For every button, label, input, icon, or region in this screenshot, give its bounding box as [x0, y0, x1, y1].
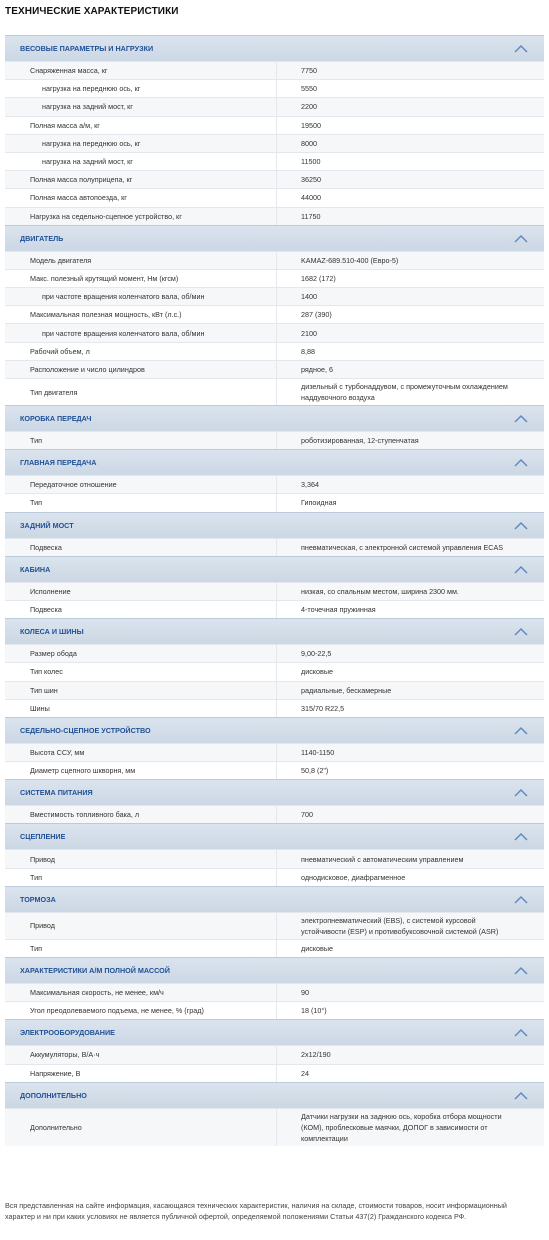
spec-label: нагрузка на переднюю ось, кг	[42, 84, 141, 94]
section-header[interactable]	[5, 1082, 544, 1108]
spec-value: радиальные, бескамерные	[276, 682, 544, 699]
spec-label: Размер обода	[30, 649, 77, 659]
spec-row	[5, 582, 544, 600]
chevron-up-icon[interactable]	[514, 966, 528, 975]
section-header[interactable]	[5, 886, 544, 912]
spec-label: Полная масса полуприцепа, кг	[30, 175, 133, 185]
spec-label: нагрузка на переднюю ось, кг	[42, 138, 141, 148]
section-title: СЦЕПЛЕНИЕ	[20, 832, 66, 842]
chevron-up-icon[interactable]	[514, 726, 528, 735]
spec-row	[5, 493, 544, 511]
spec-row	[5, 761, 544, 779]
spec-value: 18 (10°)	[276, 1002, 544, 1019]
page-title: ТЕХНИЧЕСКИЕ ХАРАКТЕРИСТИКИ	[5, 6, 179, 17]
spec-row	[5, 475, 544, 493]
chevron-up-icon[interactable]	[514, 1091, 528, 1100]
spec-row	[5, 912, 544, 939]
spec-value: 2100	[276, 324, 544, 341]
spec-label: нагрузка на задний мост, кг	[42, 102, 133, 112]
spec-row	[5, 743, 544, 761]
spec-row	[5, 170, 544, 188]
spec-row	[5, 360, 544, 378]
spec-label: при частоте вращения коленчатого вала, об/мин	[42, 292, 205, 302]
spec-label: Модель двигателя	[30, 255, 92, 265]
spec-label: Угол преодолеваемого подъема, не менее, % (град)	[30, 1006, 204, 1016]
spec-row	[5, 152, 544, 170]
spec-row	[5, 939, 544, 957]
spec-value: 2х12/190	[276, 1046, 544, 1063]
spec-value: электропневматический (EBS), с системой курсовой устойчивости (ESP) и противобуксовочной системой (ASR)	[276, 913, 544, 939]
spec-row	[5, 116, 544, 134]
spec-row	[5, 983, 544, 1001]
section-title: КАБИНА	[20, 564, 51, 574]
spec-label: Тип колес	[30, 667, 63, 677]
spec-value: 24	[276, 1065, 544, 1082]
spec-value: 8000	[276, 135, 544, 152]
chevron-up-icon[interactable]	[514, 44, 528, 53]
spec-label: Тип	[30, 436, 42, 446]
section-header[interactable]	[5, 512, 544, 538]
spec-value: дисковые	[276, 663, 544, 680]
spec-label: Тип двигателя	[30, 387, 78, 397]
spec-row	[5, 699, 544, 717]
spec-value: 2200	[276, 98, 544, 115]
chevron-up-icon[interactable]	[514, 458, 528, 467]
spec-row	[5, 207, 544, 225]
spec-value: пневматический с автоматическим управлением	[276, 850, 544, 867]
section-header[interactable]	[5, 1019, 544, 1045]
section-title: ВЕСОВЫЕ ПАРАМЕТРЫ И НАГРУЗКИ	[20, 44, 154, 53]
chevron-up-icon[interactable]	[514, 788, 528, 797]
chevron-up-icon[interactable]	[514, 565, 528, 574]
spec-label: Расположение и число цилиндров	[30, 364, 145, 374]
spec-row	[5, 251, 544, 269]
spec-row	[5, 681, 544, 699]
spec-value: дисковые	[276, 940, 544, 957]
spec-label: Привод	[30, 854, 55, 864]
spec-row	[5, 1064, 544, 1082]
spec-label: при частоте вращения коленчатого вала, об/мин	[42, 328, 205, 338]
disclaimer-text: Вся представленная на сайте информация, касающаяся технических характеристик, наличия на складе, стоимости товаров, носит информационный характер и ни при каких условиях не является публичной офертой, определяемой положениями Статьи 437(2) Гражданского кодекса РФ.	[5, 1201, 507, 1221]
spec-value: рядное, 6	[276, 361, 544, 378]
spec-label: Макс. полезный крутящий момент, Нм (кгсм)	[30, 273, 179, 283]
chevron-up-icon[interactable]	[514, 832, 528, 841]
spec-row	[5, 61, 544, 79]
chevron-up-icon[interactable]	[514, 1028, 528, 1037]
spec-label: Полная масса автопоезда, кг	[30, 193, 127, 203]
spec-label: Тип	[30, 872, 42, 882]
spec-value: однодисковое, диафрагменное	[276, 869, 544, 886]
spec-value: Датчики нагрузки на заднюю ось, коробка отбора мощности (КОМ), проблесковые маячки, ДОПОГ в зависимости от комплектации	[276, 1109, 544, 1146]
section-title: ЗАДНИЙ МОСТ	[20, 520, 74, 530]
spec-value: 11750	[276, 208, 544, 225]
spec-row	[5, 1001, 544, 1019]
spec-value: 7750	[276, 62, 544, 79]
section-title: ДВИГАТЕЛЬ	[20, 233, 64, 243]
section-title: СЕДЕЛЬНО-СЦЕПНОЕ УСТРОЙСТВО	[20, 725, 151, 735]
section-title: ЭЛЕКТРООБОРУДОВАНИЕ	[20, 1028, 115, 1038]
spec-value: 8,88	[276, 343, 544, 360]
spec-label: Дополнительно	[30, 1122, 82, 1132]
spec-value: 1682 (172)	[276, 270, 544, 287]
spec-row	[5, 849, 544, 867]
spec-label: Аккумуляторы, В/А·ч	[30, 1050, 100, 1060]
spec-value: низкая, со спальным местом, ширина 2300 мм.	[276, 583, 544, 600]
spec-row	[5, 97, 544, 115]
spec-label: Полная масса а/м, кг	[30, 120, 100, 130]
spec-label: Диаметр сцепного шкворня, мм	[30, 766, 136, 776]
spec-label: Максимальная скорость, не менее, км/ч	[30, 988, 164, 998]
spec-value: 4-точечная пружинная	[276, 601, 544, 618]
spec-label: Подвеска	[30, 542, 62, 552]
spec-value: KAMAZ-689.510-400 (Евро-5)	[276, 252, 544, 269]
chevron-up-icon[interactable]	[514, 895, 528, 904]
spec-row	[5, 188, 544, 206]
chevron-up-icon[interactable]	[514, 234, 528, 243]
spec-label: Нагрузка на седельно-сцепное устройство, кг	[30, 211, 182, 221]
spec-row	[5, 342, 544, 360]
spec-label: Передаточное отношение	[30, 480, 117, 490]
spec-row	[5, 662, 544, 680]
spec-row	[5, 323, 544, 341]
spec-row	[5, 134, 544, 152]
section-title: ТОРМОЗА	[20, 894, 56, 904]
spec-row	[5, 1108, 544, 1146]
section-title: ДОПОЛНИТЕЛЬНО	[20, 1090, 87, 1100]
spec-value: 3,364	[276, 476, 544, 493]
spec-row	[5, 431, 544, 449]
spec-label: Снаряженная масса, кг	[30, 66, 108, 76]
spec-row	[5, 305, 544, 323]
spec-row	[5, 868, 544, 886]
section-title: ХАРАКТЕРИСТИКИ А/М ПОЛНОЙ МАССОЙ	[20, 966, 170, 975]
section-header[interactable]	[5, 405, 544, 431]
spec-row	[5, 538, 544, 556]
spec-row	[5, 644, 544, 662]
spec-value: 11500	[276, 153, 544, 170]
section-header[interactable]	[5, 225, 544, 251]
specs-table	[5, 35, 544, 1146]
spec-label: Привод	[30, 921, 55, 931]
spec-value: 315/70 R22,5	[276, 700, 544, 717]
section-header[interactable]	[5, 957, 544, 983]
section-header[interactable]	[5, 779, 544, 805]
spec-label: нагрузка на задний мост, кг	[42, 157, 133, 167]
spec-value: 19500	[276, 117, 544, 134]
spec-label: Подвеска	[30, 605, 62, 615]
spec-label: Тип шин	[30, 685, 58, 695]
spec-value: 9,00-22,5	[276, 645, 544, 662]
spec-value: 50,8 (2")	[276, 762, 544, 779]
section-title: ГЛАВНАЯ ПЕРЕДАЧА	[20, 458, 97, 468]
section-header[interactable]	[5, 618, 544, 644]
spec-row	[5, 805, 544, 823]
spec-label: Исполнение	[30, 586, 71, 596]
spec-row	[5, 378, 544, 405]
section-header[interactable]	[5, 449, 544, 475]
spec-value: 1400	[276, 288, 544, 305]
spec-row	[5, 79, 544, 97]
spec-value: 36250	[276, 171, 544, 188]
section-header[interactable]	[5, 823, 544, 849]
spec-value: 700	[276, 806, 544, 823]
spec-value: 287 (390)	[276, 306, 544, 323]
spec-label: Высота ССУ, мм	[30, 747, 85, 757]
spec-value: 5550	[276, 80, 544, 97]
spec-row	[5, 1045, 544, 1063]
spec-label: Максимальная полезная мощность, кВт (л.с.)	[30, 310, 182, 320]
spec-row	[5, 600, 544, 618]
spec-label: Рабочий объем, л	[30, 346, 90, 356]
section-title: КОЛЕСА И ШИНЫ	[20, 627, 84, 637]
spec-value: пневматическая, с электронной системой управления ECAS	[276, 539, 544, 556]
spec-value: 90	[276, 984, 544, 1001]
spec-label: Вместимость топливного бака, л	[30, 810, 140, 820]
spec-value: Гипоидная	[276, 494, 544, 511]
spec-label: Тип	[30, 943, 42, 953]
spec-value: роботизированная, 12-ступенчатая	[276, 432, 544, 449]
spec-row	[5, 287, 544, 305]
section-header[interactable]	[5, 556, 544, 582]
chevron-up-icon[interactable]	[514, 414, 528, 423]
spec-value: дизельный с турбонаддувом, с промежуточным охлаждением наддувочного воздуха	[276, 379, 544, 405]
spec-label: Тип	[30, 498, 42, 508]
spec-value: 1140-1150	[276, 744, 544, 761]
spec-label: Напряжение, В	[30, 1068, 81, 1078]
section-title: КОРОБКА ПЕРЕДАЧ	[20, 414, 92, 423]
spec-label: Шины	[30, 703, 50, 713]
chevron-up-icon[interactable]	[514, 627, 528, 636]
spec-row	[5, 269, 544, 287]
section-title: СИСТЕМА ПИТАНИЯ	[20, 788, 93, 798]
chevron-up-icon[interactable]	[514, 521, 528, 530]
section-header[interactable]	[5, 35, 544, 61]
section-header[interactable]	[5, 717, 544, 743]
spec-value: 44000	[276, 189, 544, 206]
